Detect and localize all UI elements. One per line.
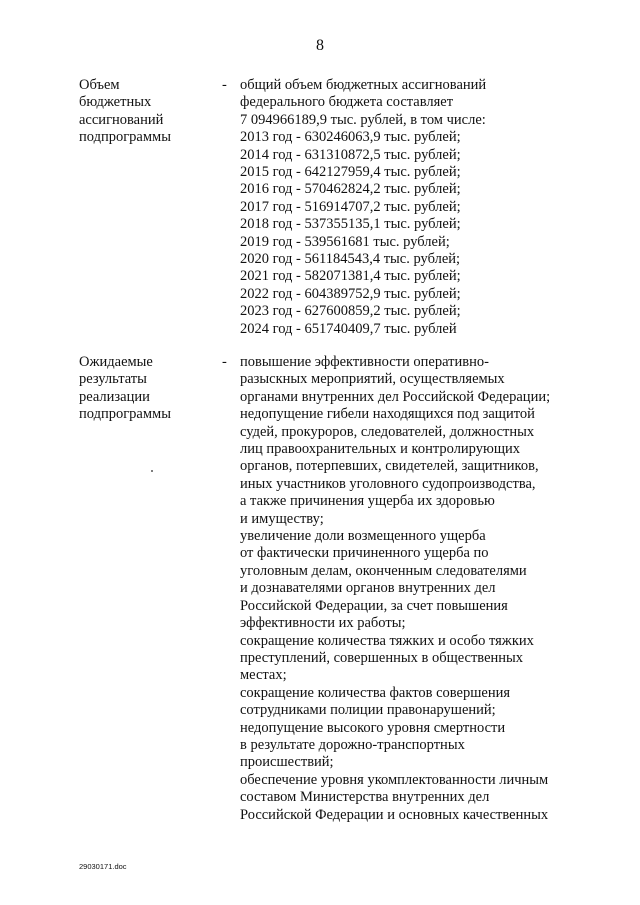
- results-label-line: реализации: [79, 388, 150, 405]
- budget-label-line: ассигнований: [79, 111, 164, 128]
- results-line: местах;: [240, 667, 287, 684]
- budget-line: федерального бюджета составляет: [240, 94, 454, 111]
- budget-label: [79, 77, 219, 147]
- results-line: Российской Федерации и основных качественных: [240, 806, 549, 823]
- budget-label-line: бюджетных: [79, 94, 152, 111]
- results-line: в результате дорожно-транспортных: [240, 736, 465, 753]
- results-line: преступлений, совершенных в общественных: [240, 649, 524, 666]
- budget-line: 2016 год - 570462824,2 тыс. рублей;: [240, 181, 461, 198]
- results-line: от фактически причиненного ущерба по: [240, 545, 489, 562]
- budget-line: 2024 год - 651740409,7 тыс. рублей: [240, 320, 457, 337]
- results-line: лиц правоохранительных и контролирующих: [240, 441, 521, 458]
- results-line: сокращение количества тяжких и особо тяжких: [240, 632, 534, 649]
- results-line: повышение эффективности оперативно-: [240, 354, 489, 370]
- scan-artifact-dot: [151, 470, 153, 472]
- budget-label-line: Объем: [79, 77, 120, 93]
- results-line: эффективности их работы;: [240, 615, 406, 632]
- results-line: увеличение доли возмещенного ущерба: [240, 528, 486, 545]
- results-line: сотрудниками полиции правонарушений;: [240, 702, 496, 719]
- budget-line: 2013 год - 630246063,9 тыс. рублей;: [240, 129, 461, 146]
- results-line: уголовным делам, оконченным следователями: [240, 562, 527, 579]
- budget-line: 2015 год - 642127959,4 тыс. рублей;: [240, 164, 461, 181]
- results-line: недопущение высокого уровня смертности: [240, 719, 506, 736]
- results-label-line: результаты: [79, 371, 147, 388]
- budget-line: 7 094966189,9 тыс. рублей, в том числе:: [240, 111, 486, 128]
- results-line: иных участников уголовного судопроизводства,: [240, 475, 536, 492]
- budget-line: 2023 год - 627600859,2 тыс. рублей;: [240, 303, 461, 320]
- budget-line: 2020 год - 561184543,4 тыс. рублей;: [240, 251, 461, 268]
- results-line: а также причинения ущерба их здоровью: [240, 493, 495, 510]
- results-line: составом Министерства внутренних дел: [240, 789, 490, 806]
- results-line: органами внутренних дел Российской Федерации;: [240, 388, 551, 405]
- budget-line: 2019 год - 539561681 тыс. рублей;: [240, 233, 450, 250]
- budget-line: 2017 год - 516914707,2 тыс. рублей;: [240, 198, 461, 215]
- results-label: [79, 354, 219, 424]
- results-line: судей, прокуроров, следователей, должностных: [240, 423, 535, 440]
- results-line: разыскных мероприятий, осуществляемых: [240, 371, 505, 388]
- results-line: и имуществу;: [240, 510, 324, 527]
- budget-line: 2022 год - 604389752,9 тыс. рублей;: [240, 285, 461, 302]
- budget-line: общий объем бюджетных ассигнований: [240, 77, 487, 93]
- results-content: [240, 354, 630, 824]
- page-number: 8: [316, 37, 324, 54]
- results-line: недопущение гибели находящихся под защитой: [240, 406, 535, 423]
- results-line: происшествий;: [240, 754, 334, 771]
- budget-label-line: подпрограммы: [79, 129, 171, 146]
- budget-content: [240, 77, 630, 338]
- budget-line: 2021 год - 582071381,4 тыс. рублей;: [240, 268, 461, 285]
- results-label-line: Ожидаемые: [79, 354, 153, 370]
- results-line: и дознавателями органов внутренних дел: [240, 580, 496, 597]
- footer-filename: 29030171.doc: [79, 862, 127, 871]
- results-label-line: подпрограммы: [79, 406, 171, 423]
- results-line: Российской Федерации, за счет повышения: [240, 597, 508, 614]
- budget-line: 2018 год - 537355135,1 тыс. рублей;: [240, 216, 461, 233]
- budget-line: 2014 год - 631310872,5 тыс. рублей;: [240, 146, 461, 163]
- budget-dash: -: [222, 77, 227, 93]
- results-line: обеспечение уровня укомплектованности личным: [240, 771, 549, 788]
- results-line: органов, потерпевших, свидетелей, защитников,: [240, 458, 539, 475]
- results-dash: -: [222, 354, 227, 370]
- results-line: сокращение количества фактов совершения: [240, 684, 511, 701]
